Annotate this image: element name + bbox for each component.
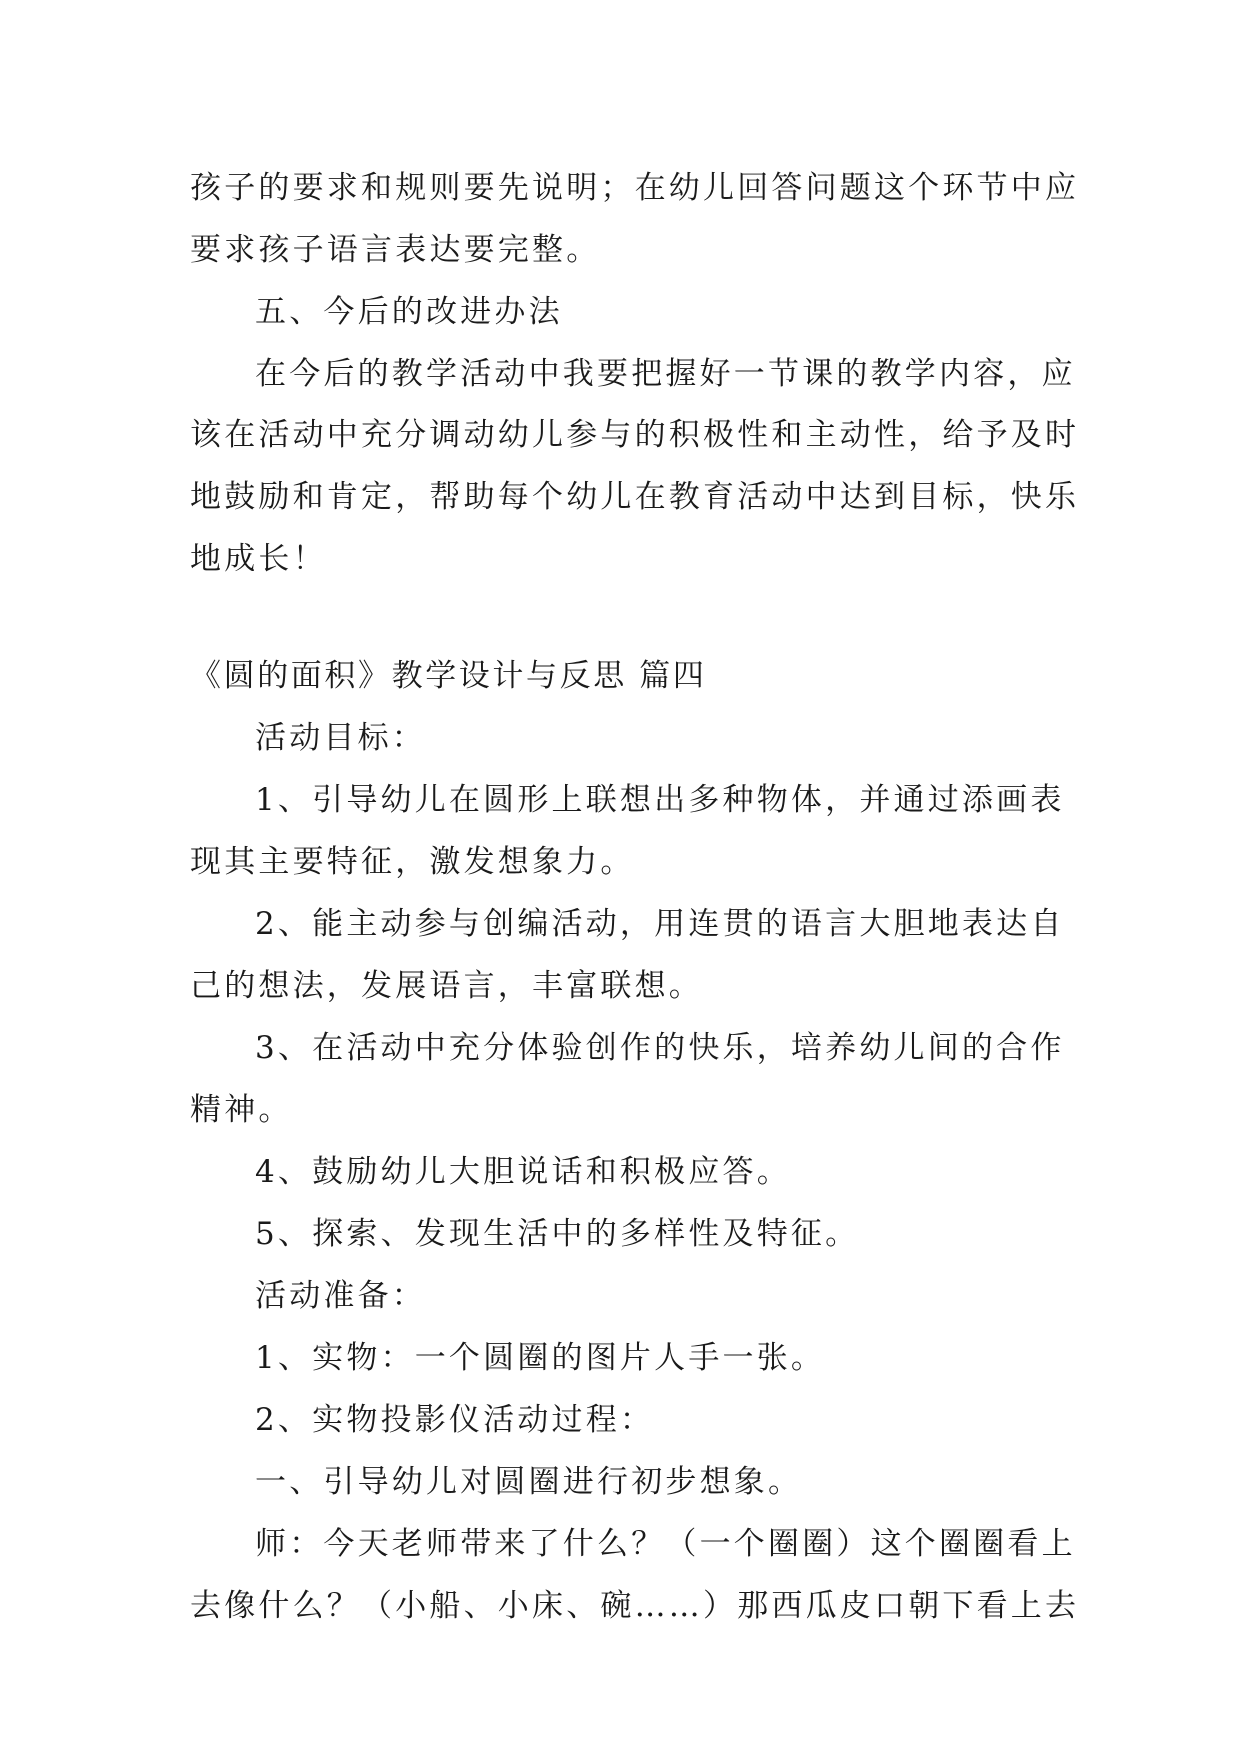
paragraph-line: 精神。 <box>190 1092 293 1128</box>
paragraph-line: 师：今天老师带来了什么？（一个圈圈）这个圈圈看上 <box>255 1526 1076 1562</box>
list-item: 5、探索、发现生活中的多样性及特征。 <box>255 1216 860 1252</box>
paragraph-line: 去像什么？（小船、小床、碗……）那西瓜皮口朝下看上去 <box>190 1588 1080 1624</box>
list-item: 2、能主动参与创编活动，用连贯的语言大胆地表达自 <box>255 906 1065 942</box>
section-heading: 一、引导幼儿对圆圈进行初步想象。 <box>255 1464 803 1500</box>
list-item: 2、实物投影仪活动过程： <box>255 1402 655 1438</box>
list-item: 1、引导幼儿在圆形上联想出多种物体，并通过添画表 <box>255 782 1065 818</box>
paragraph-line: 地成长！ <box>190 541 327 577</box>
paragraph-line: 在今后的教学活动中我要把握好一节课的教学内容，应 <box>255 356 1076 392</box>
article-title: 《圆的面积》教学设计与反思 篇四 <box>190 658 707 694</box>
list-item: 4、鼓励幼儿大胆说话和积极应答。 <box>255 1154 791 1190</box>
list-item: 1、实物：一个圆圈的图片人手一张。 <box>255 1340 826 1376</box>
paragraph-line: 现其主要特征，激发想象力。 <box>190 844 635 880</box>
section-heading: 活动目标： <box>255 720 426 756</box>
paragraph-line: 己的想法，发展语言，丰富联想。 <box>190 968 703 1004</box>
paragraph-line: 地鼓励和肯定，帮助每个幼儿在教育活动中达到目标，快乐 <box>190 479 1080 515</box>
paragraph-line: 要求孩子语言表达要完整。 <box>190 232 601 268</box>
paragraph-line: 该在活动中充分调动幼儿参与的积极性和主动性，给予及时 <box>190 417 1080 453</box>
paragraph-line: 孩子的要求和规则要先说明；在幼儿回答问题这个环节中应 <box>190 170 1080 206</box>
list-item: 3、在活动中充分体验创作的快乐，培养幼儿间的合作 <box>255 1030 1065 1066</box>
section-heading: 五、今后的改进办法 <box>255 294 563 330</box>
section-heading: 活动准备： <box>255 1278 426 1314</box>
